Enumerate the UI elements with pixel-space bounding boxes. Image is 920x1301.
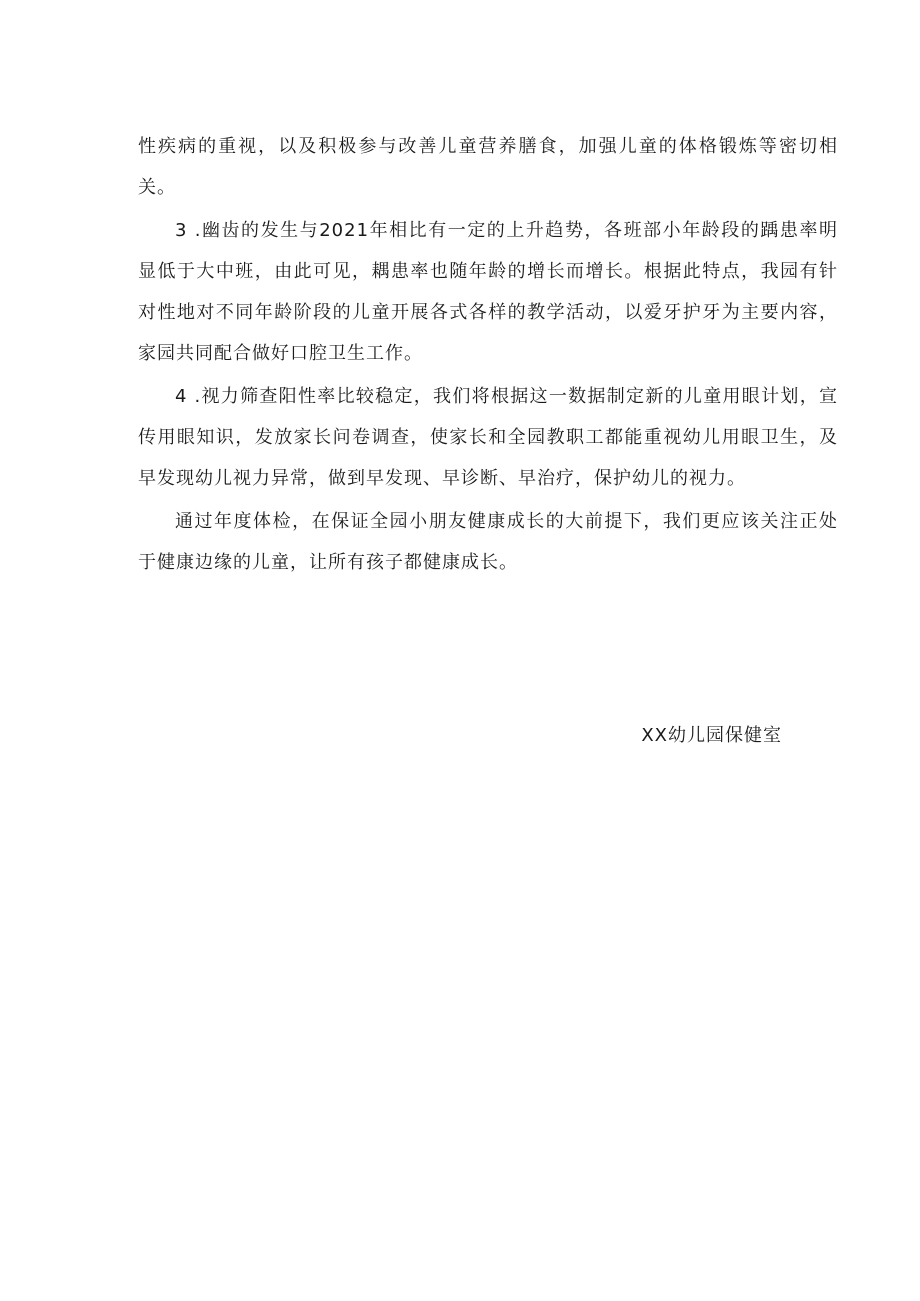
document-body — [138, 126, 838, 583]
paragraph-continuation: 性疾病的重视，以及积极参与改善儿童营养膳食，加强儿童的体格锻炼等密切相关。 — [138, 136, 838, 198]
signature-line: XX幼儿园保健室 — [641, 725, 782, 746]
paragraph-conclusion: 通过年度体检，在保证全园小朋友健康成长的大前提下，我们更应该关注正处于健康边缘的儿童，让所有孩子都健康成长。 — [138, 511, 838, 573]
paragraph-item-4-vision-screening: 4 .视力筛查阳性率比较稳定，我们将根据这一数据制定新的儿童用眼计划，宣传用眼知识，发放家长问卷调查，使家长和全园教职工都能重视幼儿用眼卫生，及早发现幼儿视力异常，做到早发现、早诊断、早治疗，保护幼儿的视力。 — [138, 386, 838, 489]
paragraph-item-3-dental-caries: 3 .幽齿的发生与2021年相比有一定的上升趋势，各班部小年龄段的踽患率明显低于大中班，由此可见，耦患率也随年龄的增长而增长。根据此特点，我园有针对性地对不同年龄阶段的儿童开展各式各样的教学活动，以爱牙护牙为主要内容，家园共同配合做好口腔卫生工作。 — [138, 220, 838, 364]
